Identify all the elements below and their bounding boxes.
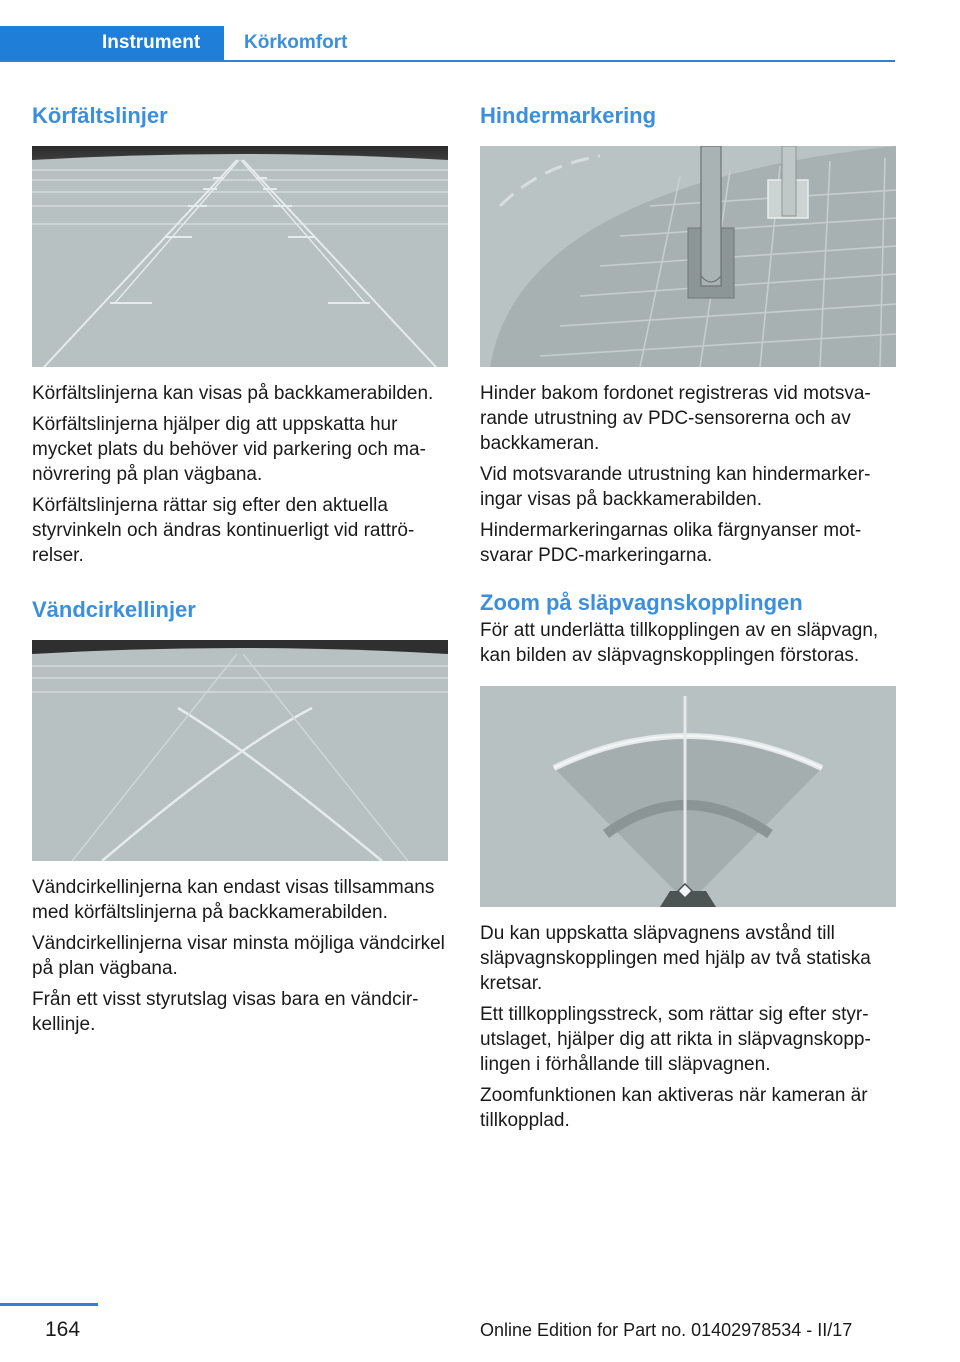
section-title-korfaltslinjer: Körfältslinjer bbox=[32, 103, 168, 128]
edition-footer: Online Edition for Part no. 01402978534 - II/17 bbox=[480, 1320, 853, 1340]
paragraph: Hindermarkeringarnas olika färgnyanser motsvarar PDC-markeringarna. bbox=[480, 520, 862, 566]
section-title-zoom: Zoom på släpvagnskopplingen bbox=[480, 590, 803, 615]
section-title-vandcirkellinjer: Vändcirkellinjer bbox=[32, 597, 196, 622]
page-number-rule bbox=[0, 1303, 98, 1306]
header-rule bbox=[0, 60, 895, 62]
trailer-hitch-zoom-image bbox=[480, 686, 896, 907]
tab-korkomfort[interactable]: Körkomfort bbox=[244, 32, 348, 53]
turning-circle-lines-image bbox=[32, 640, 448, 861]
paragraph: Vid motsvarande utrustning kan hindermarkeringar visas på backkamerabilden. bbox=[480, 464, 871, 510]
paragraph: Ett tillkopplingsstreck, som rättar sig efter styrutslaget, hjälper dig att rikta in släpvagnskopplingen i förhållande till släpvagnen. bbox=[480, 1004, 871, 1075]
tab-instrument[interactable]: Instrument bbox=[0, 26, 224, 60]
section-title-hindermarkering: Hindermarkering bbox=[480, 103, 657, 128]
paragraph: Från ett visst styrutslag visas bara en vändcirkellinje. bbox=[32, 989, 419, 1035]
page-number: 164 bbox=[45, 1318, 81, 1341]
paragraph: Zoomfunktionen kan aktiveras när kameran är tillkopplad. bbox=[480, 1085, 868, 1131]
paragraph: Vändcirkellinjerna visar minsta möjliga vändcirkel på plan vägbana. bbox=[32, 933, 445, 979]
obstacle-marking-image bbox=[480, 146, 896, 367]
paragraph: Körfältslinjerna kan visas på backkamerabilden. bbox=[32, 383, 434, 404]
paragraph: Körfältslinjerna rättar sig efter den aktuella styrvinkeln och ändras kontinuerligt vid rattrörelser. bbox=[32, 495, 415, 566]
left-column bbox=[32, 100, 448, 1037]
paragraph: Körfältslinjerna hjälper dig att uppskatta hur mycket plats du behöver vid parkering och manövrering på plan vägbana. bbox=[32, 414, 426, 485]
paragraph: Hinder bakom fordonet registreras vid motsvarande utrustning av PDC-sensorerna och av backkameran. bbox=[480, 383, 871, 454]
paragraph: Vändcirkellinjerna kan endast visas tillsammans med körfältslinjerna på backkamerabilden. bbox=[32, 877, 435, 923]
paragraph: För att underlätta tillkopplingen av en släpvagn, kan bilden av släpvagnskopplingen förstoras. bbox=[480, 620, 879, 666]
paragraph: Du kan uppskatta släpvagnens avstånd till släpvagnskopplingen med hjälp av två statiska kretsar. bbox=[480, 923, 871, 994]
chapter-header bbox=[0, 26, 895, 62]
lane-lines-image bbox=[32, 146, 448, 367]
right-column bbox=[480, 100, 896, 1133]
